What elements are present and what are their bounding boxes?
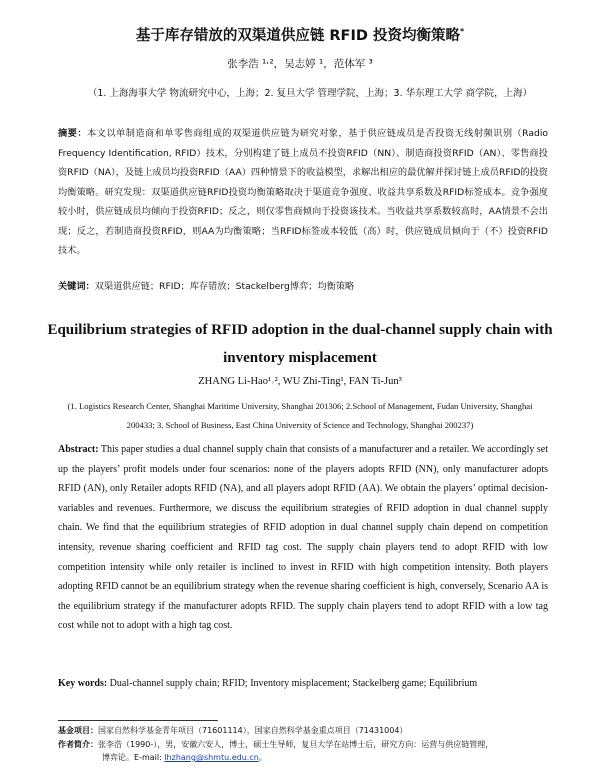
footnote-author-label: 作者简介： xyxy=(58,740,98,749)
title-footnote-mark: * xyxy=(459,27,465,37)
english-keywords xyxy=(58,678,548,689)
english-abstract-text: This paper studies a dual channel supply chain that consists of a manufacturer and a retailer. We accordingly set up the players’ profit models under four scenarios: none of the players adopts RFID (NN), only manufacturer adopts RFID (AN), only Retailer adopts RFID (NA), and all players adopt RFID (AA). We obtain the players’ optimal decision-variables and revenues. Furthermore, we discuss the equilibrium strategies of RFID adoption in dual channel supply chain. We find that the equilibrium strategies of RFID adoption in dual channel supply chain depend on competition intensity, revenue sharing coefficient and RFID tag cost. The supply chain players tend to adopt RFID with low competition intensity while only retailer is inclined to invest in RFID with high competition intensity. Both players adopting RFID cannot be an equilibrium strategy when the revenue sharing coefficient is high, conversely, Scenario AA is the equilibrium strategy if the manufacturer adopts RFID. The supply chain players tend to adopt RFID with a low tag cost while not to adopt with a high tag cost. xyxy=(58,444,548,632)
footnote-fund-text: 国家自然科学基金青年项目（71601114），国家自然科学基金重点项目（71431004） xyxy=(98,726,408,735)
english-keywords-text: Dual-channel supply chain; RFID; Inventory misplacement; Stackelberg game; Equilibrium xyxy=(109,678,478,689)
chinese-abstract xyxy=(58,124,548,261)
author-email-link[interactable]: lhzhang@shmtu.edu.cn xyxy=(164,753,259,762)
chinese-abstract-text: 本文以单制造商和单零售商组成的双渠道供应链为研究对象，基于供应链成员是否投资无线射频识别（Radio Frequency Identification, RFID）技术，分别构建了链上成员不投资RFID（NN）、制造商投资RFID（AN）、零售商投资RFID（NA），及链上成员均投资RFID（AA）四种情景下的收益模型，求解出相应的最优解并探讨链上成员RFID的投资均衡策略。研究发现：双渠道供应链RFID投资均衡策略取决于渠道竞争强度、收益共享系数及RFID标签成本。竞争强度较小时，供应链成员均倾向于投资RFID；反之，则仅零售商倾向于投资该技术。当收益共享系数较高时，AA情景不会出现；反之，若制造商投资RFID，则AA为均衡策略；当RFID标签成本较低（高）时，供应链成员倾向于（不）投资RFID技术。 xyxy=(58,128,548,256)
chinese-keywords-label: 关键词： xyxy=(58,281,95,292)
english-abstract-label: Abstract: xyxy=(58,444,99,455)
chinese-authors: 张李浩 ¹˒²，吴志婷 ¹，范体军 ³ xyxy=(227,58,373,70)
footnote-divider xyxy=(58,720,218,721)
footnote-author xyxy=(58,738,558,764)
chinese-title xyxy=(0,24,600,45)
chinese-keywords xyxy=(58,278,548,292)
footnote-author-text: 张李浩（1990-），男，安徽六安人，博士，硕士生导师，复旦大学在站博士后，研究方向：运营与供应链管理， xyxy=(98,740,494,749)
footnote-end-punct: 。 xyxy=(258,753,267,762)
chinese-abstract-label: 摘要： xyxy=(58,128,88,139)
english-affiliations: (1. Logistics Research Center, Shanghai Maritime University, Shanghai 201306; 2.School of Management, Fudan University, Shanghai 200433; 3. School of Business, East China University of Science and Technology, Shanghai 200237) xyxy=(67,401,533,430)
footnote-author-cont-text: 博弈论。E-mail: xyxy=(102,753,165,762)
footnote-fund-label: 基金项目： xyxy=(58,726,98,735)
english-abstract xyxy=(58,440,548,636)
chinese-title-text: 基于库存错放的双渠道供应链 RFID 投资均衡策略 xyxy=(135,28,460,44)
footnote-fund xyxy=(58,724,558,737)
chinese-keywords-text: 双渠道供应链；RFID；库存错放；Stackelberg博弈；均衡策略 xyxy=(94,281,355,292)
english-authors: ZHANG Li-Hao¹˒², WU Zhi-Ting¹, FAN Ti-Jun³ xyxy=(198,376,402,387)
english-keywords-label: Key words: xyxy=(58,678,108,689)
english-title: Equilibrium strategies of RFID adoption in the dual-channel supply chain with inventory misplacement xyxy=(47,322,553,366)
chinese-affiliations: （1. 上海海事大学 物流研究中心，上海；2. 复旦大学 管理学院，上海；3. 华东理工大学 商学院，上海） xyxy=(87,88,533,99)
footnote-author-continued xyxy=(58,751,558,764)
